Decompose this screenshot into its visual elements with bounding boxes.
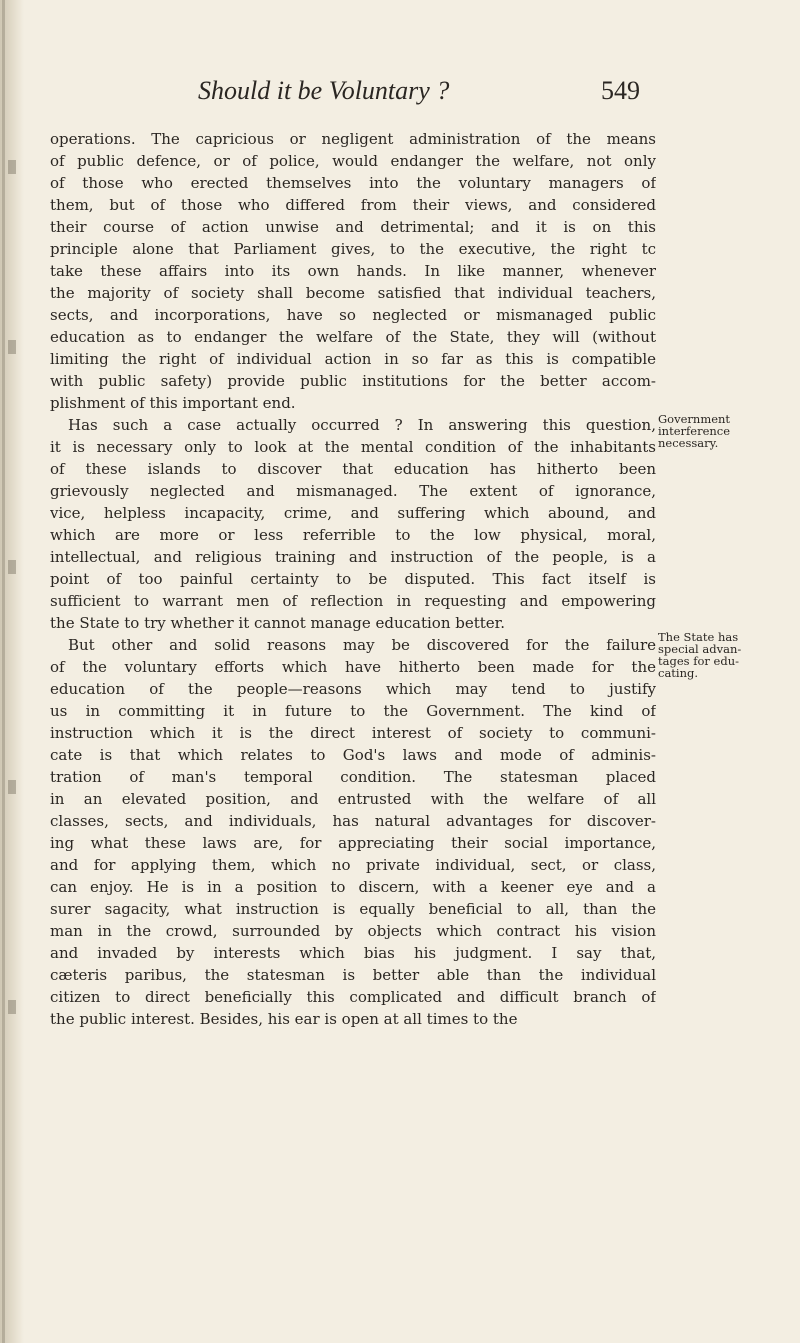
text-line: of those who erected themselves into the voluntary managers of bbox=[50, 174, 656, 192]
text-line: tration of man's temporal condition. The statesman placed bbox=[50, 768, 656, 786]
text-line: education of the people—reasons which may tend to justify bbox=[50, 680, 656, 698]
text-line: ing what these laws are, for appreciating their social importance, bbox=[50, 834, 656, 852]
gutter-edge bbox=[2, 0, 5, 1343]
gutter-mark bbox=[8, 780, 16, 794]
marginal-note-line: cating. bbox=[658, 666, 699, 680]
text-line: their course of action unwise and detrimental; and it is on this bbox=[50, 218, 656, 236]
text-line: surer sagacity, what instruction is equally beneficial to all, than the bbox=[50, 900, 656, 918]
marginal-note-line: The State has bbox=[658, 630, 739, 644]
text-line: man in the crowd, surrounded by objects which contract his vision bbox=[50, 922, 656, 940]
text-line: principle alone that Parliament gives, to the executive, the right tc bbox=[50, 240, 656, 258]
text-line: citizen to direct beneficially this complicated and difficult branch of bbox=[50, 988, 656, 1006]
text-line: point of too painful certainty to be disputed. This fact itself is bbox=[50, 570, 656, 588]
text-line: sufficient to warrant men of reflection in requesting and empowering bbox=[50, 592, 656, 610]
text-line: the State to try whether it cannot manage education better. bbox=[50, 614, 505, 632]
page-number: 549 bbox=[601, 76, 640, 105]
text-line: sects, and incorporations, have so neglected or mismanaged public bbox=[50, 306, 656, 324]
text-line: vice, helpless incapacity, crime, and suffering which abound, and bbox=[50, 504, 656, 522]
marginal-note-line: Government bbox=[658, 412, 731, 426]
text-line: operations. The capricious or negligent administration of the means bbox=[50, 130, 656, 148]
body-text bbox=[50, 128, 656, 1030]
marginal-note-state-advantages bbox=[658, 631, 796, 679]
text-line: grievously neglected and mismanaged. The extent of ignorance, bbox=[50, 482, 656, 500]
text-line: of these islands to discover that education has hitherto been bbox=[50, 460, 656, 478]
text-line: But other and solid reasons may be discovered for the failure bbox=[68, 636, 656, 654]
page-gutter-shadow bbox=[0, 0, 24, 1343]
marginal-note-line: necessary. bbox=[658, 436, 719, 450]
text-line: with public safety) provide public institutions for the better accom- bbox=[50, 372, 656, 390]
marginal-note-line: special advan- bbox=[658, 642, 742, 656]
text-line: plishment of this important end. bbox=[50, 394, 296, 412]
text-line: take these affairs into its own hands. In like manner, whenever bbox=[50, 262, 656, 280]
gutter-mark bbox=[8, 560, 16, 574]
text-line: of public defence, or of police, would endanger the welfare, not only bbox=[50, 152, 656, 170]
text-line: cate is that which relates to God's laws and mode of adminis- bbox=[50, 746, 656, 764]
text-line: limiting the right of individual action in so far as this is compatible bbox=[50, 350, 656, 368]
text-line: intellectual, and religious training and instruction of the people, is a bbox=[50, 548, 656, 566]
text-line: and for applying them, which no private individual, sect, or class, bbox=[50, 856, 656, 874]
gutter-mark bbox=[8, 1000, 16, 1014]
text-line: it is necessary only to look at the mental condition of the inhabitants bbox=[50, 438, 656, 456]
text-line: education as to endanger the welfare of the State, they will (without bbox=[50, 328, 656, 346]
text-line: of the voluntary efforts which have hitherto been made for the bbox=[50, 658, 656, 676]
text-line: the public interest. Besides, his ear is open at all times to the bbox=[50, 1010, 518, 1028]
marginal-note-line: interference bbox=[658, 424, 731, 438]
gutter-mark bbox=[8, 340, 16, 354]
text-line: and invaded by interests which bias his judgment. I say that, bbox=[50, 944, 656, 962]
text-line: in an elevated position, and entrusted with the welfare of all bbox=[50, 790, 656, 808]
page-header bbox=[0, 72, 800, 112]
text-line: the majority of society shall become satisfied that individual teachers, bbox=[50, 284, 656, 302]
text-line: classes, sects, and individuals, has natural advantages for discover- bbox=[50, 812, 656, 830]
text-line: which are more or less referrible to the low physical, moral, bbox=[50, 526, 656, 544]
text-line: can enjoy. He is in a position to discern, with a keener eye and a bbox=[50, 878, 656, 896]
text-line: instruction which it is the direct interest of society to communi- bbox=[50, 724, 656, 742]
gutter-mark bbox=[8, 160, 16, 174]
marginal-note-line: tages for edu- bbox=[658, 654, 739, 668]
text-line: them, but of those who differed from their views, and considered bbox=[50, 196, 656, 214]
text-line: Has such a case actually occurred ? In answering this question, bbox=[68, 416, 656, 434]
text-line: cæteris paribus, the statesman is better able than the individual bbox=[50, 966, 656, 984]
text-line: us in committing it in future to the Government. The kind of bbox=[50, 702, 656, 720]
marginal-note-government-interference bbox=[658, 413, 796, 449]
running-title: Should it be Voluntary ? bbox=[198, 76, 450, 105]
